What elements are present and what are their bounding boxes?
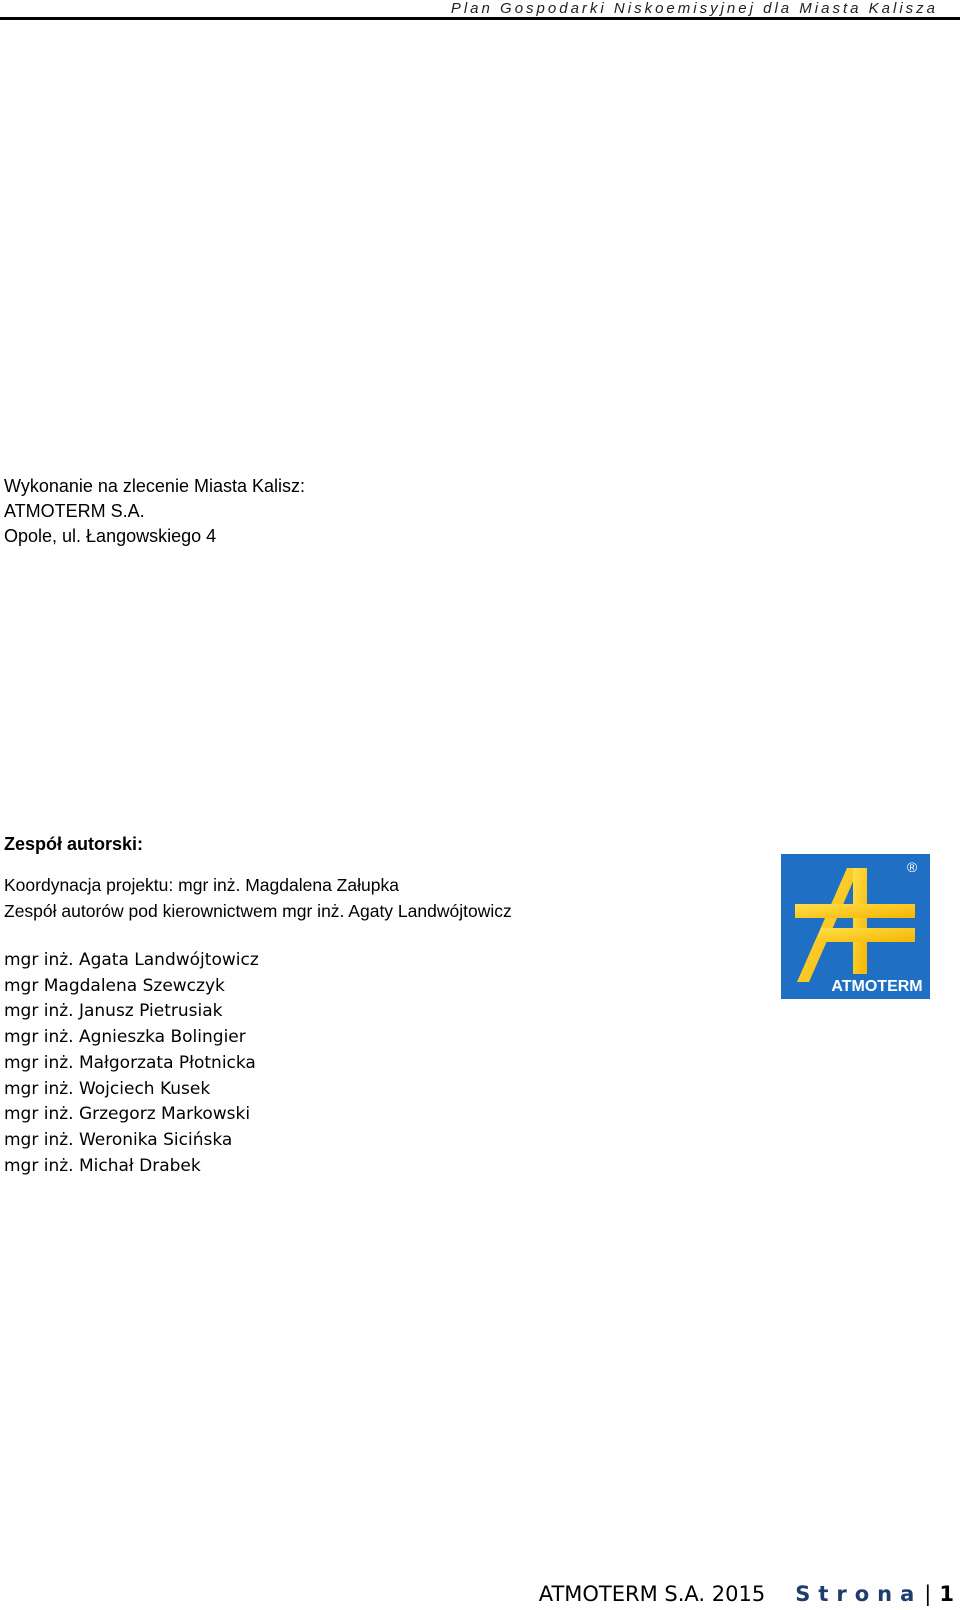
page-footer	[539, 1580, 954, 1608]
member-item: mgr inż. Wojciech Kusek	[4, 1078, 211, 1099]
commission-block	[4, 474, 305, 549]
footer-separator: |	[924, 1582, 932, 1606]
member-item: mgr inż. Weronika Sicińska	[4, 1129, 233, 1150]
company-name: ATMOTERM S.A.	[4, 501, 145, 521]
logo-crossbar	[795, 904, 915, 918]
member-item: mgr inż. Agata Landwójtowicz	[4, 950, 259, 970]
footer-company: ATMOTERM S.A. 2015	[538, 1582, 766, 1606]
footer-page-label: Strona	[795, 1582, 923, 1606]
footer-page-number: 1	[939, 1582, 954, 1606]
header-rule	[0, 17, 960, 20]
member-item: mgr inż. Agnieszka Bolingier	[4, 1027, 246, 1048]
member-item: mgr inż. Michał Drabek	[4, 1155, 201, 1176]
commission-line: Wykonanie na zlecenie Miasta Kalisz:	[4, 476, 305, 496]
member-item: mgr inż. Grzegorz Markowski	[4, 1104, 251, 1125]
team-heading: Zespół autorski:	[4, 834, 144, 854]
logo-registered-mark: ®	[906, 859, 918, 875]
logo-wordmark: ATMOTERM	[831, 978, 923, 995]
logo-lower-bar	[815, 928, 915, 942]
atmoterm-logo	[781, 854, 930, 999]
member-item: mgr inż. Małgorzata Płotnicka	[4, 1052, 256, 1073]
coordination-line: Koordynacja projektu: mgr inż. Magdalena Załupka	[4, 875, 399, 895]
running-header-title: Plan Gospodarki Niskoemisyjnej dla Miasta Kalisza	[450, 0, 938, 17]
logo-vertical-stroke	[853, 868, 867, 974]
coordination-block	[4, 872, 512, 924]
members-list	[4, 948, 259, 1179]
company-address: Opole, ul. Łangowskiego 4	[4, 526, 217, 546]
member-item: mgr inż. Janusz Pietrusiak	[4, 1001, 223, 1022]
leadership-line: Zespół autorów pod kierownictwem mgr inż. Agaty Landwójtowicz	[4, 901, 512, 921]
member-item: mgr Magdalena Szewczyk	[4, 975, 225, 996]
